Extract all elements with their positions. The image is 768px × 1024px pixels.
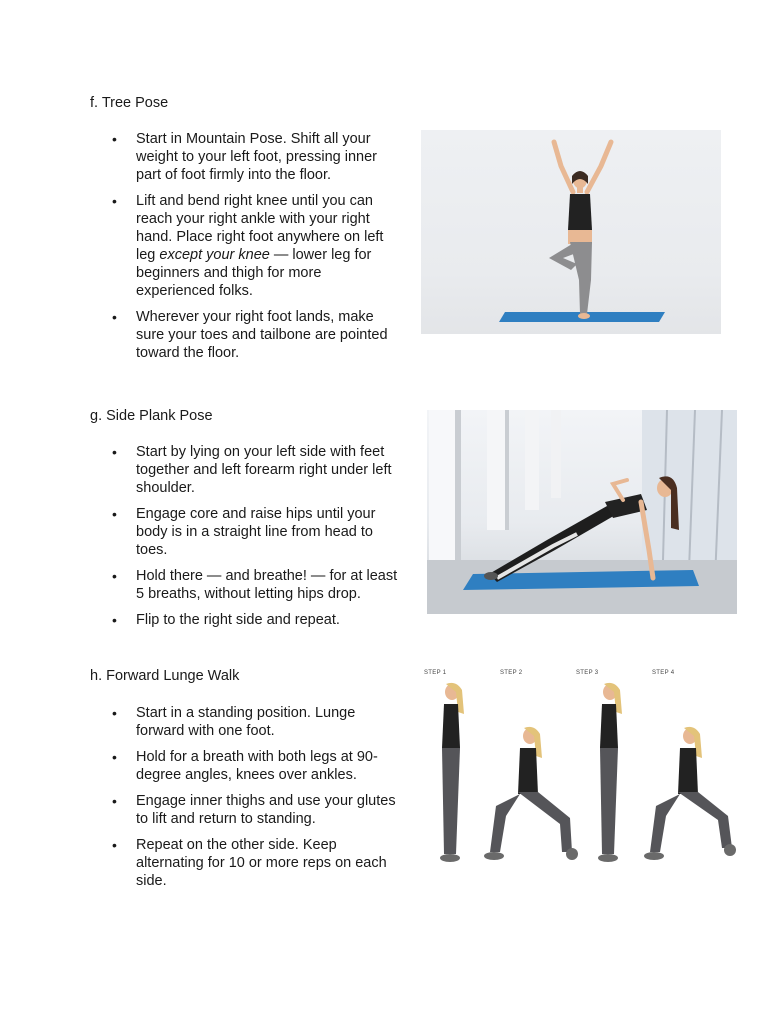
tree-pose-photo (421, 130, 721, 334)
step-label: STEP 4 (652, 670, 675, 676)
bullet-list (112, 130, 402, 370)
step-label: STEP 1 (424, 670, 447, 676)
step-label: STEP 3 (576, 670, 599, 676)
step-label: STEP 2 (500, 670, 523, 676)
list-item: • Start by lying on your left side with feet together and left forearm right under left shoulder. (112, 443, 402, 497)
lunge-walk-photo (420, 668, 738, 870)
list-item: • Wherever your right foot lands, make sure your toes and tailbone are pointed toward the floor. (112, 308, 402, 362)
list-item: • Start in a standing position. Lunge forward with one foot. (112, 704, 402, 740)
list-item: • Engage inner thighs and use your glutes to lift and return to standing. (112, 792, 402, 828)
list-item: • Hold for a breath with both legs at 90-degree angles, knees over ankles. (112, 748, 402, 784)
section-heading: h. Forward Lunge Walk (90, 668, 240, 684)
section-heading: f. Tree Pose (90, 95, 169, 111)
bullet-list (112, 443, 402, 637)
list-item: • Hold there — and breathe! — for at least 5 breaths, without letting hips drop. (112, 567, 402, 603)
section-heading: g. Side Plank Pose (90, 408, 213, 424)
side-plank-photo (427, 410, 737, 614)
lunge-figure-standing (598, 683, 622, 862)
lunge-figure-lunging (484, 727, 578, 860)
bullet-list (112, 704, 402, 898)
list-item: • Lift and bend right knee until you can reach your right ankle with your right hand. Place right foot anywhere on left leg except your knee — lower leg for beginners and thigh for more experienced folks. (112, 192, 402, 300)
list-item: • Repeat on the other side. Keep alternating for 10 or more reps on each side. (112, 836, 402, 890)
list-item: • Engage core and raise hips until your body is in a straight line from head to toes. (112, 505, 402, 559)
lunge-figure-standing (440, 683, 464, 862)
lunge-figure-lunging (644, 727, 736, 860)
list-item: • Start in Mountain Pose. Shift all your weight to your left foot, pressing inner part of foot firmly into the floor. (112, 130, 402, 184)
list-item: • Flip to the right side and repeat. (112, 611, 402, 629)
emphasis-text: except your knee (159, 247, 270, 263)
